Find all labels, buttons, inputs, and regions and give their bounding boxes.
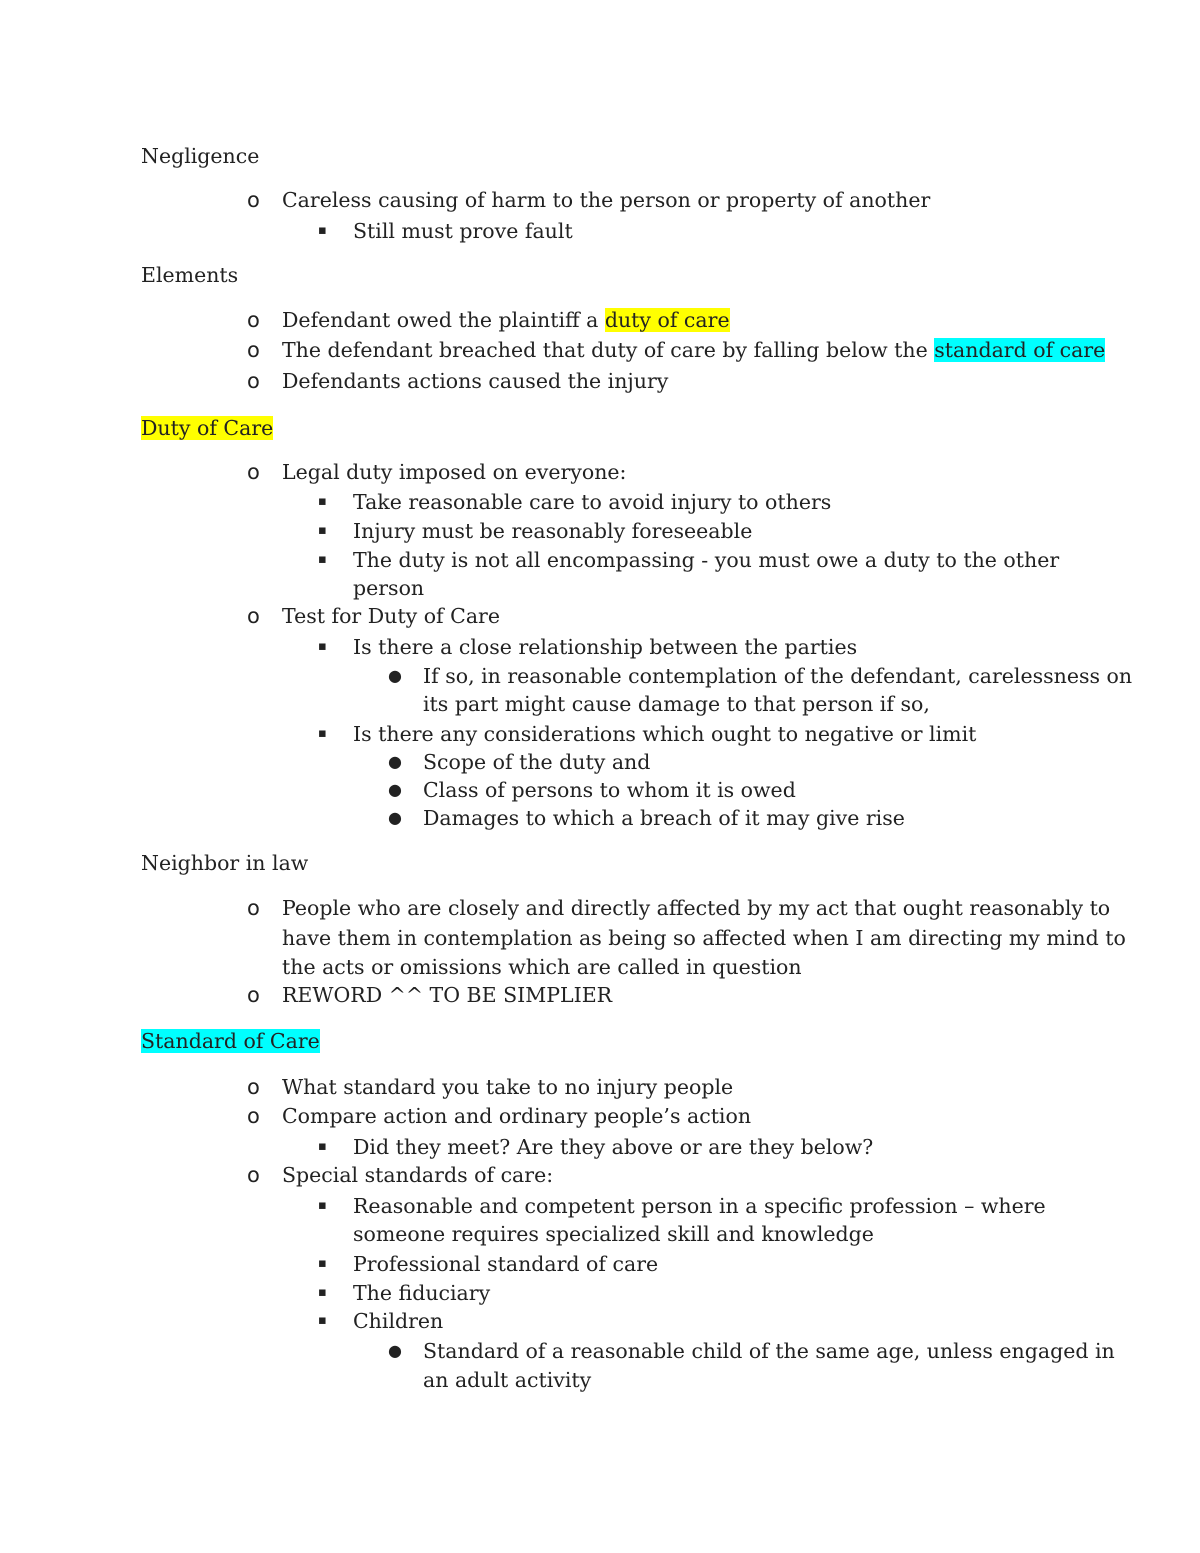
bullet-circle: o bbox=[247, 983, 260, 1007]
heading-negligence: Negligence bbox=[141, 144, 260, 168]
bullet-square: ▪ bbox=[318, 223, 327, 238]
element-item-2 bbox=[282, 337, 1105, 363]
standard-item-3-4: Children bbox=[353, 1309, 444, 1333]
bullet-square: ▪ bbox=[318, 1256, 327, 1271]
heading-standard-of-care-text: Standard of Care bbox=[141, 1029, 320, 1053]
neighbor-definition-line-2: have them in contemplation as being so affected when I am directing my mind to bbox=[282, 926, 1126, 950]
neighbor-definition-line-3: the acts or omissions which are called in question bbox=[282, 955, 802, 979]
bullet-square: ▪ bbox=[318, 1139, 327, 1154]
bullet-square: ▪ bbox=[318, 639, 327, 654]
standard-item-2-1: Did they meet? Are they above or are they below? bbox=[353, 1135, 874, 1159]
heading-standard-of-care bbox=[141, 1028, 320, 1054]
standard-item-3-4-1-line-1: Standard of a reasonable child of the same age, unless engaged in bbox=[423, 1339, 1115, 1363]
duty-test-2: Is there any considerations which ought to negative or limit bbox=[353, 722, 977, 746]
duty-test-1-1-line-2: its part might cause damage to that person if so, bbox=[423, 692, 930, 716]
bullet-dot: ● bbox=[388, 780, 402, 799]
duty-legal-2: Injury must be reasonably foreseeable bbox=[353, 519, 753, 543]
bullet-circle: o bbox=[247, 896, 260, 920]
standard-item-2: Compare action and ordinary people’s action bbox=[282, 1104, 752, 1128]
neighbor-definition-line-1: People who are closely and directly affected by my act that ought reasonably to bbox=[282, 896, 1111, 920]
standard-item-3: Special standards of care: bbox=[282, 1163, 554, 1187]
duty-legal-3-line-2: person bbox=[353, 576, 425, 600]
duty-legal-3-line-1: The duty is not all encompassing - you must owe a duty to the other bbox=[353, 548, 1060, 572]
bullet-circle: o bbox=[247, 604, 260, 628]
duty-test-1-1-line-1: If so, in reasonable contemplation of the defendant, carelessness on bbox=[423, 664, 1133, 688]
bullet-square: ▪ bbox=[318, 552, 327, 567]
bullet-square: ▪ bbox=[318, 523, 327, 538]
duty-test: Test for Duty of Care bbox=[282, 604, 500, 628]
bullet-square: ▪ bbox=[318, 1198, 327, 1213]
duty-test-1: Is there a close relationship between the parties bbox=[353, 635, 858, 659]
bullet-circle: o bbox=[247, 308, 260, 332]
heading-duty-of-care bbox=[141, 415, 273, 441]
bullet-square: ▪ bbox=[318, 1285, 327, 1300]
bullet-circle: o bbox=[247, 460, 260, 484]
standard-item-3-2: Professional standard of care bbox=[353, 1252, 659, 1276]
heading-neighbor-in-law: Neighbor in law bbox=[141, 851, 309, 875]
standard-item-3-1-line-2: someone requires specialized skill and knowledge bbox=[353, 1222, 874, 1246]
bullet-circle: o bbox=[247, 1075, 260, 1099]
negligence-definition: Careless causing of harm to the person or property of another bbox=[282, 188, 931, 212]
element-item-3: Defendants actions caused the injury bbox=[282, 369, 669, 393]
heading-duty-of-care-text: Duty of Care bbox=[141, 416, 274, 440]
duty-test-2-1: Scope of the duty and bbox=[423, 750, 651, 774]
duty-test-2-3: Damages to which a breach of it may give rise bbox=[423, 806, 905, 830]
element-item-1 bbox=[282, 307, 730, 333]
bullet-square: ▪ bbox=[318, 726, 327, 741]
duty-legal-1: Take reasonable care to avoid injury to others bbox=[353, 490, 832, 514]
neighbor-reword: REWORD ^^ TO BE SIMPLIER bbox=[282, 983, 613, 1007]
bullet-circle: o bbox=[247, 1104, 260, 1128]
bullet-dot: ● bbox=[388, 1341, 402, 1360]
heading-elements: Elements bbox=[141, 263, 239, 287]
element-item-2-text: The defendant breached that duty of care by falling below the bbox=[282, 338, 935, 362]
highlight-duty-of-care: duty of care bbox=[604, 308, 730, 332]
duty-legal: Legal duty imposed on everyone: bbox=[282, 460, 627, 484]
standard-item-3-4-1-line-2: an adult activity bbox=[423, 1368, 592, 1392]
bullet-dot: ● bbox=[388, 666, 402, 685]
standard-item-3-1-line-1: Reasonable and competent person in a specific profession – where bbox=[353, 1194, 1046, 1218]
negligence-definition-sub: Still must prove fault bbox=[353, 219, 573, 243]
element-item-1-text: Defendant owed the plaintiff a bbox=[282, 308, 605, 332]
bullet-square: ▪ bbox=[318, 494, 327, 509]
bullet-circle: o bbox=[247, 1163, 260, 1187]
highlight-standard-of-care: standard of care bbox=[934, 338, 1106, 362]
standard-item-1: What standard you take to no injury people bbox=[282, 1075, 734, 1099]
bullet-circle: o bbox=[247, 369, 260, 393]
standard-item-3-3: The fiduciary bbox=[353, 1281, 491, 1305]
bullet-dot: ● bbox=[388, 752, 402, 771]
duty-test-2-2: Class of persons to whom it is owed bbox=[423, 778, 796, 802]
bullet-dot: ● bbox=[388, 808, 402, 827]
bullet-circle: o bbox=[247, 338, 260, 362]
bullet-square: ▪ bbox=[318, 1313, 327, 1328]
bullet-circle: o bbox=[247, 188, 260, 212]
